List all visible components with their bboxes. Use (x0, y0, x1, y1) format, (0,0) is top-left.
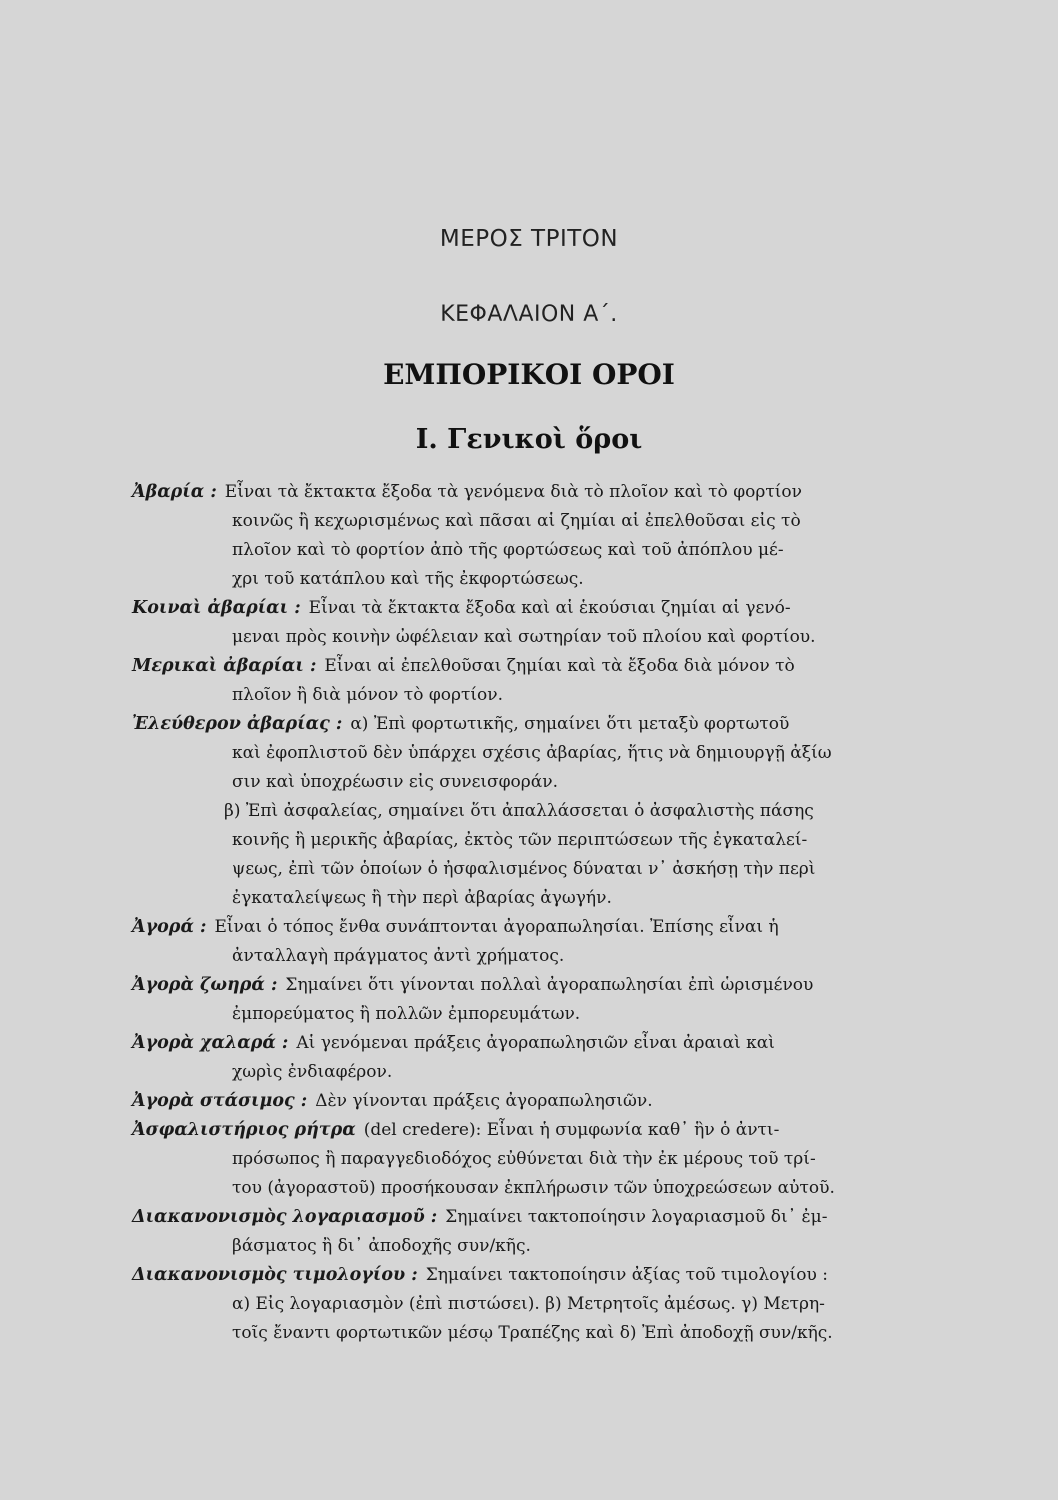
entry-text: β) Ἐπὶ ἀσφαλείας, σημαίνει ὅτι ἀπαλλάσσεται ὁ ἀσφαλιστὴς πάσης (224, 801, 814, 821)
entry-line (132, 826, 892, 855)
entry-term: Ἀγορὰ χαλαρά : (132, 1033, 289, 1053)
entry-text: Αἱ γενόμεναι πράξεις ἀγοραπωλησιῶν εἶναι ἀραιαὶ καὶ (296, 1033, 775, 1053)
part-title: ΜΕΡΟΣ ΤΡΙΤΟΝ (439, 226, 619, 252)
entry-term: Κοιναὶ ἀβαρίαι : (132, 598, 301, 618)
entry-line (132, 652, 892, 681)
entry-line (132, 739, 892, 768)
entry-line (132, 1116, 892, 1145)
entry-term: Ἀβαρία : (132, 482, 217, 502)
entry-text: Εἶναι αἱ ἐπελθοῦσαι ζημίαι καὶ τὰ ἔξοδα διὰ μόνον τὸ (324, 656, 795, 676)
entry-text: χωρὶς ἐνδιαφέρον. (232, 1062, 393, 1082)
entry-line (132, 1261, 892, 1290)
chapter-title: ΚΕΦΑΛΑΙΟΝ Α΄. (440, 302, 618, 327)
glossary-entry (132, 1261, 892, 1348)
entry-term: Μερικαὶ ἀβαρίαι : (132, 656, 317, 676)
entry-line (132, 768, 892, 797)
entry-text: ἐμπορεύματος ἢ πολλῶν ἐμπορευμάτων. (232, 1004, 581, 1024)
entry-line (132, 565, 892, 594)
entry-text: Σημαίνει ὅτι γίνονται πολλαὶ ἀγοραπωλησίαι ἐπὶ ὡρισμένου (285, 975, 814, 995)
entry-line (132, 536, 892, 565)
glossary-entry (132, 1116, 892, 1203)
entry-text: ἀνταλλαγὴ πράγματος ἀντὶ χρήματος. (232, 946, 565, 966)
entry-line (132, 1232, 892, 1261)
entry-line (132, 594, 892, 623)
glossary-entry (132, 913, 892, 971)
entry-line (132, 1290, 892, 1319)
entry-text: Σημαίνει τακτοποίησιν ἀξίας τοῦ τιμολογίου : (425, 1265, 828, 1285)
entry-text: Σημαίνει τακτοποίησιν λογαριασμοῦ δι᾽ ἐμ- (445, 1207, 828, 1227)
entry-text: πρόσωπος ἢ παραγγεδιοδόχος εὐθύνεται διὰ τὴν ἐκ μέρους τοῦ τρί- (232, 1149, 816, 1169)
entry-line (132, 478, 892, 507)
entry-text: πλοῖον ἢ διὰ μόνον τὸ φορτίον. (232, 685, 504, 705)
glossary-entry (132, 594, 892, 652)
entry-term: Ἀγορὰ ζωηρά : (132, 975, 278, 995)
entry-line (132, 1087, 892, 1116)
entry-text: σιν καὶ ὑποχρέωσιν εἰς συνεισφοράν. (232, 772, 558, 792)
entry-text: (del credere): Εἶναι ἡ συμφωνία καθ᾽ ἣν ὁ ἀντι- (363, 1120, 780, 1140)
entry-term: Ἐλεύθερον ἀβαρίας : (132, 714, 343, 734)
glossary-entry (132, 971, 892, 1029)
entry-text: τοῖς ἔναντι φορτωτικῶν μέσῳ Τραπέζης καὶ δ) Ἐπὶ ἀποδοχῇ συν/κῆς. (232, 1323, 833, 1343)
entry-text: Εἶναι ὁ τόπος ἔνθα συνάπτονται ἀγοραπωλησίαι. Ἐπίσης εἶναι ἡ (214, 917, 779, 937)
entry-term: Διακανονισμὸς τιμολογίου : (132, 1265, 418, 1285)
entry-text: πλοῖον καὶ τὸ φορτίον ἀπὸ τῆς φορτώσεως καὶ τοῦ ἀπόπλου μέ- (232, 540, 784, 560)
glossary-entry (132, 652, 892, 710)
entry-text: χρι τοῦ κατάπλου καὶ τῆς ἐκφορτώσεως. (232, 569, 584, 589)
entry-text: κοινῶς ἢ κεχωρισμένως καὶ πᾶσαι αἱ ζημίαι αἱ ἐπελθοῦσαι εἰς τὸ (232, 511, 801, 531)
entry-line (132, 681, 892, 710)
entry-text: καὶ ἐφοπλιστοῦ δὲν ὑπάρχει σχέσις ἀβαρίας, ἥτις νὰ δημιουργῇ ἀξίω (232, 743, 832, 763)
main-title: ΕΜΠΟΡΙΚΟΙ ΟΡΟΙ (383, 358, 675, 391)
entry-text: ψεως, ἐπὶ τῶν ὁποίων ὁ ἠσφαλισμένος δύναται ν᾽ ἀσκήσῃ τὴν περὶ (232, 859, 816, 879)
entry-line (132, 797, 892, 826)
entry-line (132, 1319, 892, 1348)
entry-text: α) Εἰς λογαριασμὸν (ἐπὶ πιστώσει). β) Μετρητοῖς ἀμέσως. γ) Μετρη- (232, 1294, 825, 1314)
glossary-entries (132, 478, 892, 1348)
entry-text: βάσματος ἢ δι᾽ ἀποδοχῆς συν/κῆς. (232, 1236, 531, 1256)
entry-line (132, 971, 892, 1000)
entry-line (132, 1174, 892, 1203)
entry-line (132, 710, 892, 739)
entry-line (132, 913, 892, 942)
glossary-entry (132, 1203, 892, 1261)
entry-text: Εἶναι τὰ ἔκτακτα ἔξοδα καὶ αἱ ἑκούσιαι ζημίαι αἱ γενό- (308, 598, 791, 618)
entry-text: Δὲν γίνονται πράξεις ἀγοραπωλησιῶν. (315, 1091, 653, 1111)
entry-text: του (ἀγοραστοῦ) προσήκουσαν ἐκπλήρωσιν τῶν ὑποχρεώσεων αὐτοῦ. (232, 1178, 835, 1198)
entry-line (132, 1058, 892, 1087)
section-title: Ι. Γενικοὶ ὅροι (415, 424, 643, 455)
entry-term: Διακανονισμὸς λογαριασμοῦ : (132, 1207, 438, 1227)
glossary-entry (132, 710, 892, 913)
entry-term: Ἀγορά : (132, 917, 207, 937)
entry-text: ἐγκαταλείψεως ἢ τὴν περὶ ἀβαρίας ἀγωγήν. (232, 888, 612, 908)
entry-text: Εἶναι τὰ ἔκτακτα ἔξοδα τὰ γενόμενα διὰ τὸ πλοῖον καὶ τὸ φορτίον (224, 482, 802, 502)
entry-line (132, 884, 892, 913)
entry-line (132, 1145, 892, 1174)
entry-line (132, 855, 892, 884)
entry-line (132, 942, 892, 971)
entry-line (132, 623, 892, 652)
entry-term: Ἀσφαλιστήριος ρήτρα (132, 1120, 356, 1140)
glossary-entry (132, 478, 892, 594)
entry-line (132, 1029, 892, 1058)
entry-line (132, 1203, 892, 1232)
entry-text: κοινῆς ἢ μερικῆς ἀβαρίας, ἐκτὸς τῶν περιπτώσεων τῆς ἐγκαταλεί- (232, 830, 808, 850)
entry-line (132, 1000, 892, 1029)
entry-line (132, 507, 892, 536)
glossary-entry (132, 1029, 892, 1087)
entry-term: Ἀγορὰ στάσιμος : (132, 1091, 308, 1111)
entry-text: μεναι πρὸς κοινὴν ὠφέλειαν καὶ σωτηρίαν τοῦ πλοίου καὶ φορτίου. (232, 627, 816, 647)
entry-text: α) Ἐπὶ φορτωτικῆς, σημαίνει ὅτι μεταξὺ φορτωτοῦ (350, 714, 790, 734)
glossary-entry (132, 1087, 892, 1116)
